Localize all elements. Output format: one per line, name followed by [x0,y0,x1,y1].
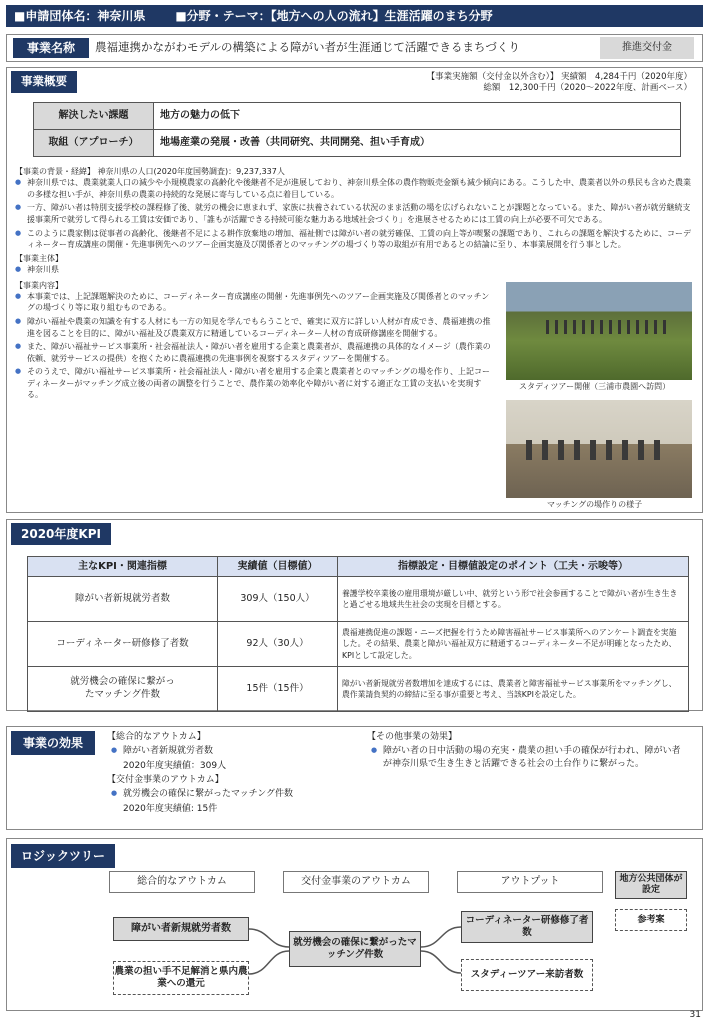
overall-outcome-value: 2020年度実績値：309人 [123,760,227,771]
content-item: ● そのうえで、障がい福祉サービス事業所・社会福祉法人・障がい者を雇用する企業と農業者とのマッチングの場を作り、上記コーディネーターがマッチング成立後の両者の調整を行うことで、農作業の効率化や障がい者に対する適正な工賃の支払いを実現する。 [15,366,495,401]
approach-value: 地場産業の発展・改善（共同研究、共同開発、担い手育成） [154,130,681,157]
overall-outcome-item: ● 障がい者新規就労者数 [111,745,357,758]
kpi-header-point: 指標設定・目標値設定のポイント（工夫・示唆等） [338,557,689,577]
background-title: 【事業の背景・経緯】 神奈川県の人口(2020年度国勢調査)：9,237,337人 [15,167,285,176]
background-item: ● 一方、障がい者は特別支援学校の課程修了後、就労の機会に恵まれず、家族に扶養されている状況のまま活動の場を広げられないことが課題となっている。また、障がい者が就労継続支援事業所で就労して得られる工賃は安価であり、「誰もが活躍できる持続可能な魅力ある地域社会づくり」を進展させるためには工賃の向上が必要不可欠である。 [15,202,691,225]
effect-section [6,726,703,830]
approach-label: 取組（アプローチ） [34,130,154,157]
node-new-employment: 障がい者新規就労者数 [113,917,249,941]
issue-table [33,102,681,157]
kpi-name: コーディネーター研修修了者数 [28,622,218,667]
study-tour-caption: スタディツアー開催（三浦市農園へ訪問） [519,382,671,391]
matching-caption: マッチングの場作りの様子 [547,500,643,509]
node-farm-labor: 農業の担い手不足解消と県内農業への還元 [113,961,249,995]
legend-local-gov: 地方公共団体が設定 [615,871,687,899]
kpi-header-value: 実績値（目標値） [218,557,338,577]
col-overall-outcome: 総合的なアウトカム [109,871,255,893]
visitors-figures [546,320,666,334]
other-effect-title: 【その他事業の効果】 [367,732,458,742]
budget-info [427,72,692,95]
grant-outcome-value: 2020年度実績値: 15件 [123,803,218,814]
logic-tree-title: ロジックツリー [11,844,115,868]
col-output: アウトプット [457,871,603,893]
kpi-name: 障がい者新規就労者数 [28,577,218,622]
other-effects [367,731,687,773]
table-row [28,577,689,622]
entity-item: ● 神奈川県 [15,264,495,276]
node-study-tour-visitors: スタディーツアー来訪者数 [461,959,593,991]
project-name-row [6,34,703,62]
applicant-label: ■申請団体名：神奈川県 [14,9,146,23]
background-item: ● 神奈川県では、農業就業人口の減少や小規模農家の高齢化や後継者不足が進展しており、神奈川県全体の農作物販売金額も減少傾向にある。こうした中、農業者以外の県民も含めた農業の多様な担い手が、神奈川県の農業の持続的な発展に寄与している点に着目している。 [15,177,691,200]
overview-section [6,67,703,513]
kpi-header-name: 主なKPI・関連指標 [28,557,218,577]
budget-line-1: 【事業実施額（交付金以外含む）】 実績額 4,284千円（2020年度） [426,72,692,82]
attendees-figures [526,440,666,460]
table-row [28,622,689,667]
kpi-point: 障がい者新規就労者数増加を達成するには、農業者と障害福祉サービス事業所をマッチングし、農作業請負契約の締結に至る事が重要と考え、当該KPIを設定した。 [338,667,689,712]
kpi-section [6,519,703,711]
kpi-title: 2020年度KPI [11,523,111,545]
content-item: ● また、障がい福祉サービス事業所・社会福祉法人・障がい者を雇用する企業と農業者が、農福連携の具体的なイメージ（農作業の依頼、就労サービスの提供）を抱くために農福連携の先進事例を視察するスタディツアーを開催する。 [15,341,495,364]
effect-outcomes [107,731,357,817]
kpi-value: 309人（150人） [218,577,338,622]
table-row [28,667,689,712]
col-grant-outcome: 交付金事業のアウトカム [283,871,429,893]
content-title: 【事業内容】 [15,280,63,290]
logic-connectors [7,839,702,1010]
field-label: ■分野・テーマ：【地方への人の流れ】生涯活躍のまち分野 [175,9,493,23]
issue-label: 解決したい課題 [34,103,154,130]
page-number: 31 [689,1009,701,1020]
budget-line-2: 総額 12,300千円（2020～2022年度、計画ベース） [483,83,692,94]
study-tour-photo [506,282,692,380]
effect-title: 事業の効果 [11,731,95,755]
kpi-value: 92人（30人） [218,622,338,667]
node-matching-count: 就労機会の確保に繋がったマッチング件数 [289,931,421,967]
kpi-value: 15件（15件） [218,667,338,712]
content-item: ● 障がい福祉や農業の知識を有する人材にも一方の知見を学んでもらうことで、確実に双方に詳しい人材が育成でき、農福連携の推進を図ることを目的に、障がい福祉及び農業双方に精通しているコーディネーター人材の育成研修講座を開催する。 [15,316,495,339]
project-name-label: 事業名称 [13,38,89,58]
grant-type-badge: 推進交付金 [600,37,694,59]
matching-event-photo [506,400,692,498]
legend-reference: 参考案 [615,909,687,931]
overall-outcome-title: 【総合的なアウトカム】 [107,732,206,742]
overview-title: 事業概要 [11,71,77,93]
grant-outcome-item: ● 就労機会の確保に繋がったマッチング件数 [111,788,357,801]
kpi-name: 就労機会の確保に繋がったマッチング件数 [28,667,218,712]
logic-tree-section [6,838,703,1011]
other-effect-item: ● 障がい者の日中活動の場の充実・農業の担い手の確保が行われ、障がい者が神奈川県で生き生きと活躍できる社会の土台作りに繋がった。 [371,745,687,771]
kpi-point: 農福連携促進の課題・ニーズ把握を行うため障害福祉サービス事業所へのアンケート調査を実施した。その結果、農業と障がい福祉双方に精通するコーディネーター不足が明確となったため、KPIとして設定した。 [338,622,689,667]
entity-title: 【事業主体】 [15,253,63,263]
kpi-table [27,556,689,712]
node-coordinator-training: コーディネーター研修修了者数 [461,911,593,943]
grant-outcome-title: 【交付金事業のアウトカム】 [107,774,224,785]
page-header [6,5,703,27]
content-item: ● 本事業では、上記課題解決のために、コーディネーター育成講座の開催・先進事例先へのツアー企画実施及び関係者とのマッチングの場づくり等に取り組むものである。 [15,291,495,314]
kpi-point: 養護学校卒業後の雇用環境が厳しい中、就労という形で社会参画することで障がい者が生き生きと過ごせる地域共生社会の実現を目標とする。 [338,577,689,622]
issue-value: 地方の魅力の低下 [154,103,681,130]
background-item: ● このように農家側は従事者の高齢化、後継者不足による耕作放棄地の増加、福祉側では障がい者の就労確保、工賃の向上等が喫緊の課題であり、これらの課題を解決するために、コーディネーター育成講座の開催・先進事例先へのツアー企画実施及び関係者とのマッチングの場づくり等の取組が有用であるとの結論に至り、本事業展開を行う事とした。 [15,228,691,251]
project-name: 農福連携かながわモデルの構築による障がい者が生涯通じて活躍できるまちづくり [95,40,520,55]
